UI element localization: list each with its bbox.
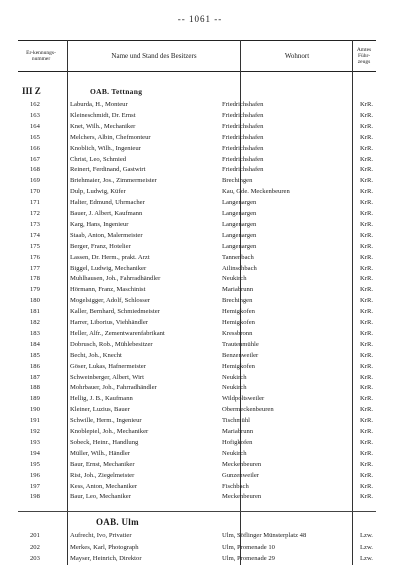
table-row bbox=[18, 459, 376, 470]
table-row bbox=[18, 252, 376, 263]
row-area: KrR. bbox=[360, 362, 374, 370]
table-row bbox=[18, 491, 376, 502]
row-location: Benzenweiler bbox=[222, 351, 259, 359]
row-owner: Briehmaier, Jos., Zimmermeister bbox=[70, 177, 157, 185]
row-owner: Schwille, Herm., Ingenieur bbox=[70, 417, 142, 425]
row-owner: Hellig, J. B., Kaufmann bbox=[70, 395, 133, 403]
row-id: 162 bbox=[30, 101, 40, 108]
table-row bbox=[18, 382, 376, 393]
row-location: Fischbach bbox=[222, 482, 249, 490]
row-area: KrR. bbox=[360, 460, 374, 468]
table-row bbox=[18, 164, 376, 175]
row-owner: Dobrusch, Rob., Mühlebesitzer bbox=[70, 340, 153, 348]
row-owner: Reinert, Ferdinand, Gastwirt bbox=[70, 166, 146, 174]
row-location: Obermeckenbeuren bbox=[222, 406, 274, 414]
row-area: KrR. bbox=[360, 406, 374, 414]
row-area: KrR. bbox=[360, 395, 374, 403]
row-owner: Baur, Ernst, Mechaniker bbox=[70, 460, 135, 468]
row-location: Hemigkofen bbox=[222, 319, 255, 326]
row-owner: Becht, Joh., Knecht bbox=[70, 351, 122, 359]
row-id: 174 bbox=[30, 231, 40, 239]
row-area: KrR. bbox=[360, 275, 374, 283]
table-row bbox=[18, 350, 376, 361]
row-location: Meckenbeuren bbox=[222, 493, 262, 501]
row-area: KrR. bbox=[360, 340, 374, 348]
row-location: Friedrichshafen bbox=[222, 144, 264, 152]
row-id: 177 bbox=[30, 264, 40, 272]
row-location: Hofigkofen bbox=[222, 438, 253, 446]
row-area: KrR. bbox=[360, 220, 374, 228]
row-location: Langenargen bbox=[222, 199, 257, 207]
row-area: KrR. bbox=[360, 319, 374, 326]
row-id: 191 bbox=[30, 417, 40, 425]
table-row bbox=[18, 404, 376, 415]
row-owner: Kleineschmidt, Dr. Ernst bbox=[70, 111, 136, 119]
table-row bbox=[18, 530, 376, 541]
row-id: 178 bbox=[30, 275, 40, 283]
row-area: KrR. bbox=[360, 155, 374, 163]
table-row bbox=[18, 197, 376, 208]
row-id: 168 bbox=[30, 166, 40, 174]
row-area: KrR. bbox=[360, 308, 374, 316]
row-location: Tannenbach bbox=[222, 253, 254, 261]
row-owner: Biggel, Ludwig, Mechaniker bbox=[70, 264, 147, 272]
row-area: KrR. bbox=[360, 449, 374, 457]
table-row bbox=[18, 132, 376, 143]
row-owner: Baur, Leo, Mechaniker bbox=[70, 493, 131, 501]
table-row bbox=[18, 241, 376, 252]
table-row bbox=[18, 542, 376, 553]
row-owner: Mohrbauer, Joh., Fahrradhändler bbox=[70, 384, 157, 392]
row-owner: Knoblepiel, Joh., Mechaniker bbox=[70, 428, 149, 435]
row-location: Wildpoltsweiler bbox=[222, 395, 265, 403]
row-owner: Mayser, Heinrich, Direktor bbox=[70, 555, 142, 562]
row-id: 183 bbox=[30, 329, 40, 337]
row-location: Meckenbeuren bbox=[222, 460, 262, 468]
row-id: 176 bbox=[30, 253, 40, 261]
page-number: -- 1061 -- bbox=[177, 14, 223, 24]
row-area: KrR. bbox=[360, 384, 374, 392]
row-location: Friedrichshafen bbox=[222, 111, 264, 119]
row-id: 179 bbox=[30, 286, 40, 294]
section-title: OAB. Ulm bbox=[96, 517, 139, 527]
row-id: 187 bbox=[30, 373, 40, 381]
row-owner: Kleiner, Luzius, Bauer bbox=[70, 406, 130, 414]
table-row bbox=[18, 553, 376, 564]
row-id: 192 bbox=[30, 428, 40, 435]
header-area: Amtes Führ-zeugs bbox=[356, 47, 372, 65]
row-area: KrR. bbox=[360, 166, 374, 174]
row-owner: Muhlhausen, Joh., Fahrradhändler bbox=[70, 275, 161, 283]
row-area: KrR. bbox=[360, 111, 374, 119]
row-owner: Dulp, Ludwig, Küfer bbox=[70, 188, 126, 196]
row-owner: Laburda, H., Monteur bbox=[70, 101, 128, 108]
row-id: 201 bbox=[30, 532, 40, 539]
row-id: 184 bbox=[30, 340, 40, 348]
row-owner: Hörmann, Franz, Maschinist bbox=[70, 286, 146, 294]
header-owner: Name und Stand des Besitzers bbox=[111, 52, 197, 60]
row-location: Friedrichshafen bbox=[222, 155, 264, 163]
row-location: Mariabrunn bbox=[222, 428, 254, 435]
row-id: 196 bbox=[30, 471, 40, 479]
row-location: Hemigkofen bbox=[222, 308, 255, 316]
row-id: 203 bbox=[30, 555, 40, 562]
row-owner: Rist, Joh., Ziegelmeister bbox=[70, 471, 135, 479]
row-area: Lzw. bbox=[360, 532, 373, 539]
row-id: 186 bbox=[30, 362, 40, 370]
row-owner: Knoblich, Wilh., Ingenieur bbox=[70, 144, 141, 152]
row-area: KrR. bbox=[360, 428, 374, 435]
row-id: 173 bbox=[30, 220, 40, 228]
table-row bbox=[18, 470, 376, 481]
section-code: III Z bbox=[22, 86, 41, 96]
row-location: Gunzenweiler bbox=[222, 471, 259, 479]
table-row bbox=[18, 295, 376, 306]
row-location: Ulm, Promenade 10 bbox=[222, 543, 275, 551]
row-id: 197 bbox=[30, 482, 40, 490]
row-owner: Müller, Wilh., Händler bbox=[70, 449, 130, 457]
row-area: KrR. bbox=[360, 253, 374, 261]
row-id: 166 bbox=[30, 144, 40, 152]
row-location: Neukirch bbox=[222, 275, 247, 283]
row-owner: Lassen, Dr. Herm., prakt. Arzt bbox=[70, 253, 150, 261]
table-row bbox=[18, 110, 376, 121]
row-owner: Sobeck, Heinr., Handlung bbox=[70, 438, 139, 446]
table-row bbox=[18, 393, 376, 404]
row-location: Friedrichshafen bbox=[222, 133, 264, 141]
row-id: 195 bbox=[30, 460, 40, 468]
table-row bbox=[18, 121, 376, 132]
row-id: 165 bbox=[30, 133, 40, 141]
table-row bbox=[18, 481, 376, 492]
row-owner: Halter, Edmund, Uhrmacher bbox=[70, 199, 145, 207]
row-id: 175 bbox=[30, 242, 40, 250]
table-row bbox=[18, 219, 376, 230]
table-row bbox=[18, 306, 376, 317]
section-separator bbox=[18, 511, 376, 512]
row-area: KrR. bbox=[360, 101, 374, 108]
row-location: Friedrichshafen bbox=[222, 101, 264, 108]
row-area: KrR. bbox=[360, 417, 374, 425]
table-row bbox=[18, 263, 376, 274]
row-owner: Kaller, Bernhard, Schmiedmeister bbox=[70, 308, 160, 316]
row-area: KrR. bbox=[360, 210, 374, 217]
row-owner: Staab, Anton, Malermeister bbox=[70, 231, 143, 239]
row-location: Trautenmühle bbox=[222, 340, 259, 348]
row-area: KrR. bbox=[360, 264, 374, 272]
row-location: Friedrichshafen bbox=[222, 166, 264, 174]
row-location: Brechingen bbox=[222, 177, 253, 185]
row-area: KrR. bbox=[360, 242, 374, 250]
section-title: OAB. Tettnang bbox=[90, 87, 143, 96]
row-id: 163 bbox=[30, 111, 40, 119]
row-id: 167 bbox=[30, 155, 40, 163]
row-id: 182 bbox=[30, 319, 40, 326]
table-row bbox=[18, 186, 376, 197]
row-owner: Berger, Franz, Hotelier bbox=[70, 242, 131, 250]
row-id: 185 bbox=[30, 351, 40, 359]
row-area: KrR. bbox=[360, 188, 374, 196]
row-area: KrR. bbox=[360, 144, 374, 152]
header-location: Wohnort bbox=[284, 52, 310, 60]
row-id: 190 bbox=[30, 406, 40, 414]
row-area: KrR. bbox=[360, 329, 374, 337]
row-area: Lzw. bbox=[360, 555, 373, 562]
table-row bbox=[18, 426, 376, 437]
row-id: 172 bbox=[30, 210, 40, 217]
row-owner: Knet, Wilh., Mechaniker bbox=[70, 122, 136, 130]
row-area: KrR. bbox=[360, 373, 374, 381]
row-location: Kau, Gde. Meckenbeuren bbox=[222, 188, 290, 196]
row-location: Neukirch bbox=[222, 449, 247, 457]
row-id: 188 bbox=[30, 384, 40, 392]
row-id: 181 bbox=[30, 308, 40, 316]
row-location: Langenargen bbox=[222, 220, 257, 228]
row-owner: Heller, Alfr., Zementwarenfabrikant bbox=[70, 329, 165, 337]
header-id: Er-kennungs-nummer bbox=[26, 50, 56, 62]
row-id: 170 bbox=[30, 188, 40, 196]
row-owner: Merkes, Karl, Photograph bbox=[70, 543, 139, 551]
table-row bbox=[18, 284, 376, 295]
row-area: KrR. bbox=[360, 231, 374, 239]
table-row bbox=[18, 328, 376, 339]
table-row bbox=[18, 99, 376, 110]
table-row bbox=[18, 154, 376, 165]
row-area: KrR. bbox=[360, 438, 374, 446]
row-owner: Schweinberger, Albert, Wirt bbox=[70, 373, 144, 381]
row-id: 198 bbox=[30, 493, 40, 501]
row-owner: Göser, Lukas, Hafnermeister bbox=[70, 362, 146, 370]
row-area: KrR. bbox=[360, 177, 374, 185]
table-row bbox=[18, 230, 376, 241]
row-location: Neukirch bbox=[222, 384, 247, 392]
table-row bbox=[18, 208, 376, 219]
row-location: Ulm, Söflinger Münsterplatz 48 bbox=[222, 532, 307, 539]
row-location: Friedrichshafen bbox=[222, 122, 264, 130]
row-id: 189 bbox=[30, 395, 40, 403]
row-id: 194 bbox=[30, 449, 40, 457]
table-header bbox=[18, 40, 376, 72]
row-area: KrR. bbox=[360, 199, 374, 207]
row-owner: Karg, Hans, Ingenieur bbox=[70, 220, 129, 228]
row-id: 180 bbox=[30, 297, 40, 305]
table-row bbox=[18, 448, 376, 459]
row-id: 202 bbox=[30, 543, 40, 551]
row-area: KrR. bbox=[360, 297, 374, 305]
table-row bbox=[18, 372, 376, 383]
table-row bbox=[18, 143, 376, 154]
row-owner: Mogelsigger, Adolf, Schlosser bbox=[70, 297, 150, 305]
table-row bbox=[18, 437, 376, 448]
row-location: Langenargen bbox=[222, 210, 257, 217]
row-location: Kressbronn bbox=[222, 329, 253, 337]
row-owner: Christ, Leo, Schmied bbox=[70, 155, 127, 163]
row-area: Lzw. bbox=[360, 543, 373, 551]
row-location: Mariabrunn bbox=[222, 286, 254, 294]
table-row bbox=[18, 273, 376, 284]
row-area: KrR. bbox=[360, 351, 374, 359]
row-location: Langenargen bbox=[222, 231, 257, 239]
row-owner: Aufrecht, Ivo, Privatier bbox=[70, 532, 132, 539]
row-owner: Melchers, Albin, Chefmonteur bbox=[70, 133, 151, 141]
table-row bbox=[18, 361, 376, 372]
row-location: Tischmühl bbox=[222, 417, 250, 425]
row-location: Langenargen bbox=[222, 242, 257, 250]
row-area: KrR. bbox=[360, 286, 374, 294]
table-row bbox=[18, 339, 376, 350]
row-location: Neukirch bbox=[222, 373, 247, 381]
row-owner: Bauer, J. Albert, Kaufmann bbox=[70, 210, 143, 217]
row-id: 193 bbox=[30, 438, 40, 446]
row-area: KrR. bbox=[360, 133, 374, 141]
table-row bbox=[18, 415, 376, 426]
table-row bbox=[18, 317, 376, 328]
row-owner: Kess, Anton, Mechaniker bbox=[70, 482, 138, 490]
row-location: Ailinschbach bbox=[222, 264, 257, 272]
row-area: KrR. bbox=[360, 471, 374, 479]
row-location: Hemigkofen bbox=[222, 362, 255, 370]
row-area: KrR. bbox=[360, 482, 374, 490]
row-id: 164 bbox=[30, 122, 40, 130]
table-row bbox=[18, 175, 376, 186]
row-id: 169 bbox=[30, 177, 40, 185]
row-id: 171 bbox=[30, 199, 40, 207]
row-area: KrR. bbox=[360, 122, 374, 130]
row-location: Ulm, Promenade 29 bbox=[222, 555, 275, 562]
row-owner: Harrer, Liborius, Viehhändler bbox=[70, 319, 148, 326]
row-location: Brechingen bbox=[222, 297, 253, 305]
row-area: KrR. bbox=[360, 493, 374, 501]
